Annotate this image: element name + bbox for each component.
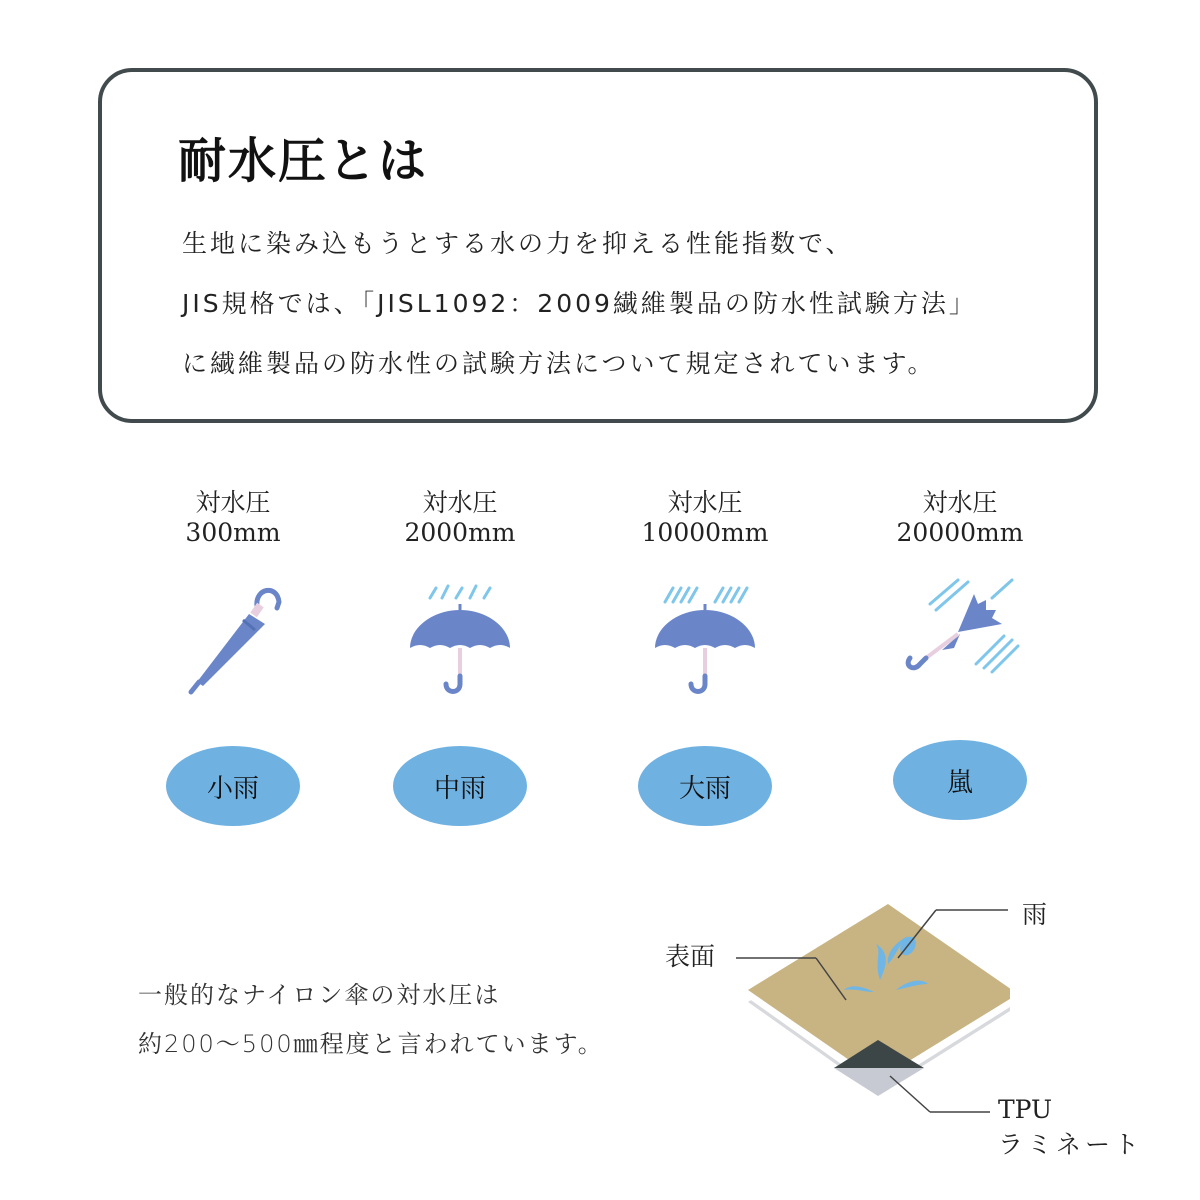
card-text-line-1: 生地に染み込もうとする水の力を抑える性能指数で、 [182, 229, 854, 258]
card-text-line-2: JIS規格では、「JISL1092：2009繊維製品の防水性試験方法」 [182, 289, 977, 318]
rain-level-badge: 大雨 [638, 746, 772, 826]
note-line-1: 一般的なナイロン傘の対水圧は [138, 981, 501, 1009]
umbrella-heavy-rain-icon [645, 576, 765, 696]
broken-umbrella-storm-icon [900, 576, 1020, 696]
fabric-layer-diagram [650, 880, 1010, 1120]
label-tpu: TPU [998, 1095, 1053, 1124]
label-tpu-laminate [998, 1092, 1143, 1162]
definition-card [98, 68, 1098, 423]
level-20000mm [875, 488, 1045, 820]
level-value: 2000mm [404, 518, 516, 547]
level-label: 対水圧 [422, 488, 498, 517]
label-surface: 表面 [665, 942, 716, 971]
note-line-2: 約200～500㎜程度と言われています。 [138, 1030, 604, 1058]
level-value: 300mm [185, 518, 281, 547]
level-label: 対水圧 [667, 488, 743, 517]
label-laminate: ラミネート [998, 1130, 1144, 1159]
label-rain: 雨 [1022, 900, 1048, 929]
level-value: 20000mm [896, 518, 1024, 547]
level-value: 10000mm [641, 518, 769, 547]
umbrella-light-rain-icon [400, 576, 520, 696]
level-300mm [148, 488, 318, 826]
card-text-line-3: に繊維製品の防水性の試験方法について規定されています。 [182, 349, 936, 378]
rain-level-badge: 嵐 [893, 740, 1027, 820]
level-2000mm [375, 488, 545, 826]
closed-umbrella-icon [173, 576, 293, 696]
rain-level-badge: 中雨 [393, 746, 527, 826]
level-label: 対水圧 [195, 488, 271, 517]
level-label: 対水圧 [922, 488, 998, 517]
rain-level-badge: 小雨 [166, 746, 300, 826]
level-10000mm [620, 488, 790, 826]
card-title: 耐水圧とは [178, 133, 429, 189]
